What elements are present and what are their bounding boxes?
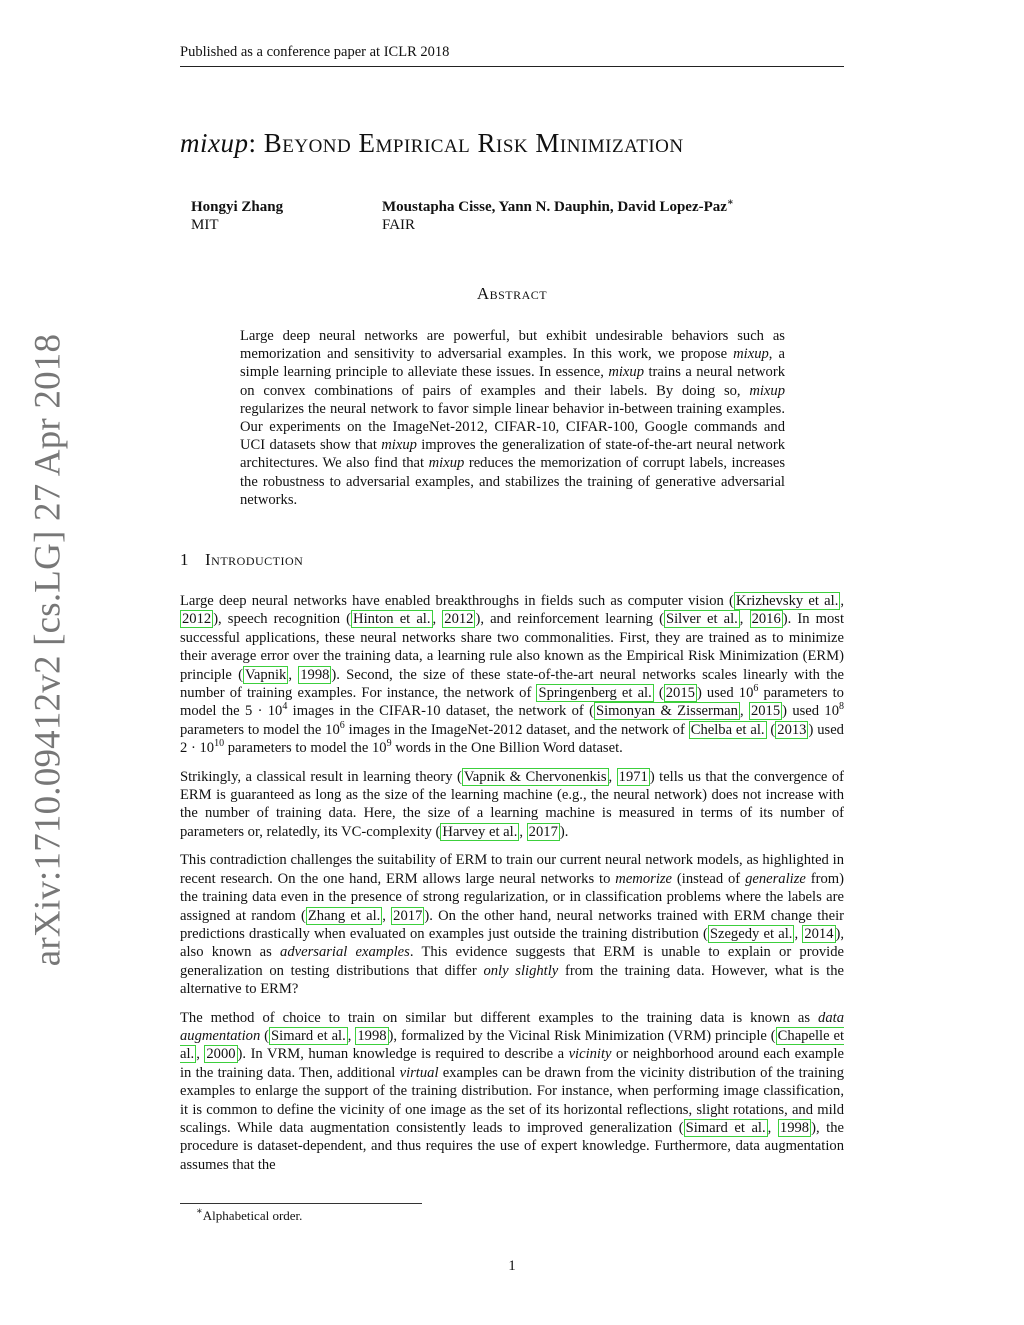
footnote-marker: ∗ bbox=[196, 1206, 203, 1217]
author-block-fair bbox=[382, 198, 734, 234]
title-rest: Beyond Empirical Risk Minimization bbox=[263, 128, 684, 158]
author-names: Hongyi Zhang bbox=[191, 199, 284, 215]
citation-link[interactable]: Simard et al. bbox=[271, 1027, 346, 1044]
title-mixup: mixup bbox=[180, 128, 249, 158]
mixup-term: mixup bbox=[749, 382, 785, 399]
running-head: Published as a conference paper at ICLR 2018 bbox=[180, 44, 844, 67]
citation-link[interactable]: Vapnik & Chervonenkis bbox=[463, 768, 607, 785]
citation-link[interactable]: Simonyan & Zisserman bbox=[595, 703, 738, 720]
citation-year-link[interactable]: 1998 bbox=[300, 666, 330, 683]
footnote bbox=[196, 1208, 302, 1224]
section-title: Introduction bbox=[205, 550, 304, 569]
author-affiliation: MIT bbox=[191, 217, 219, 233]
citation-link[interactable]: Silver et al. bbox=[666, 611, 738, 628]
section-number: 1 bbox=[180, 550, 189, 569]
citation-year-link[interactable]: 2012 bbox=[444, 611, 474, 628]
arxiv-sidebar-stamp bbox=[27, 333, 69, 967]
citation-year-link[interactable]: 2017 bbox=[528, 823, 558, 840]
citation-link[interactable]: Chapelle et al. bbox=[180, 1027, 844, 1063]
intro-paragraph-2: Strikingly, a classical result in learning theory ( Vapnik & Chervonenkis , 1971 ) tells us that the convergence of ERM is guaranteed as long as the size of the learning machine (e.g., the neural network) does not increase with the number of training data. Here, the size of a learning machine is measured in terms of its number of parameters or, relatedly, its VC-complexity ( Harvey et al. , 2017 ). bbox=[180, 768, 845, 840]
intro-paragraph-4: The method of choice to train on similar but different examples to the training data is known as data augmentation ( Simard et al. , 1998 ), formalized by the Vicinal Risk Minimization (VRM) principle ( Chapelle et al. , 2000 ). In VRM, human knowledge is required to describe a vicinity or neighborhood around each example in the training data. Then, additional virtual examples can be drawn from the vicinity distribution of the training examples to enlarge the support of the training distribution. For instance, when performing image classification, it is common to define the vicinity of one image as the set of its horizontal reflections, slight rotations, and mild scalings. While data augmentation consistently leads to improved generalization ( Simard et al. , 1998 ), the procedure is dataset-dependent, and thus requires the use of expert knowledge. Furthermore, data augmentation assumes that the bbox=[180, 1009, 845, 1173]
mixup-term: mixup bbox=[381, 437, 417, 454]
footnote-text: Alphabetical order. bbox=[202, 1208, 303, 1223]
title-separator: : bbox=[248, 128, 257, 158]
citation-link[interactable]: Springenberg et al. bbox=[538, 685, 652, 702]
citation-link[interactable]: Harvey et al. bbox=[442, 823, 518, 840]
citation-year-link[interactable]: 2016 bbox=[751, 611, 781, 628]
citation-link[interactable]: Simard et al. bbox=[685, 1119, 766, 1136]
abstract-heading: Abstract bbox=[476, 284, 548, 303]
citation-year-link[interactable]: 1998 bbox=[357, 1027, 387, 1044]
citation-link[interactable]: Chelba et al. bbox=[690, 721, 765, 738]
citation-year-link[interactable]: 1998 bbox=[779, 1119, 810, 1136]
intro-body bbox=[180, 592, 844, 1184]
citation-year-link[interactable]: 2000 bbox=[206, 1046, 236, 1063]
citation-year-link[interactable]: 2015 bbox=[750, 703, 781, 720]
intro-paragraph-1: Large deep neural networks have enabled breakthroughs in fields such as computer vision ( Krizhevsky et al. , 2012 ), speech recognition ( Hinton et al. , 2012 ), and reinforcement learning ( Silver et al. , 2016 ). In most successful applications, these neural networks share two commonalities. First, they are trained as to minimize their average error over the training data, a learning rule also known as the Empirical Risk Minimization (ERM) principle ( Vapnik , 1998 ). Second, the size of these state-of-the-art neural networks scales linearly with the number of training examples. For instance, the network of Springenberg et al. ( 2015 ) used $10^6$ parameters to model the $5 \cdot 10^4$ images in the CIFAR-10 dataset, the network of ( Simonyan & Zisserman , 2015 ) used $10^8$ parameters to model the $10^6$ images in the ImageNet-2012 dataset, and the network of Chelba et al. ( 2013 ) used $2 \cdot 10^{10}$ parameters to model the $10^9$ words in the One Billion Word dataset. bbox=[180, 593, 845, 757]
footnote-rule bbox=[180, 1203, 422, 1204]
citation-year-link[interactable]: 2013 bbox=[777, 721, 807, 738]
mixup-term: mixup bbox=[608, 364, 644, 381]
citation-link[interactable]: Zhang et al. bbox=[307, 907, 381, 924]
citation-link[interactable]: Krizhevsky et al. bbox=[735, 593, 839, 609]
author-block-mit bbox=[191, 198, 283, 234]
abstract-body: Large deep neural networks are powerful, but exhibit undesirable behaviors such as memorization and sensitivity to adversarial examples. In this work, we propose mixup, a simple learning principle to alleviate these issues. In essence, mixup trains a neural network on convex combinations of pairs of examples and their labels. By doing so, mixup regularizes the neural network to favor simple linear behavior in-between training examples. Our experiments on the ImageNet-2012, CIFAR-10, CIFAR-100, Google commands and UCI datasets show that mixup improves the generalization of state-of-the-art neural network architectures. We also find that mixup reduces the memorization of corrupt labels, increases the robustness to adversarial examples, and stabilizes the training of generative adversarial networks. bbox=[240, 328, 785, 508]
author-names bbox=[382, 198, 734, 216]
citation-year-link[interactable]: 2015 bbox=[665, 685, 695, 702]
citation-link[interactable]: Hinton et al. bbox=[353, 611, 431, 628]
page-number: 1 bbox=[508, 1258, 516, 1274]
citation-year-link[interactable]: 2012 bbox=[182, 611, 212, 628]
mixup-term: mixup bbox=[428, 455, 465, 472]
mixup-term: mixup bbox=[733, 346, 769, 363]
intro-paragraph-3: This contradiction challenges the suitability of ERM to train our current neural network models, as highlighted in recent research. On the one hand, ERM allows large neural networks to memorize (instead of generalize from) the training data even in the presence of strong regularization, or in classification problems where the labels are assigned at random ( Zhang et al. , 2017 ). On the other hand, neural networks trained with ERM change their predictions drastically when evaluated on examples just outside the training distribution ( Szegedy et al. , 2014 ), also known as adversarial examples. This evidence suggests that ERM is unable to explain or provide generalization on testing distributions that differ only slightly from the training data. However, what is the alternative to ERM? bbox=[180, 852, 845, 998]
author-names-text: Moustapha Cisse, Yann N. Dauphin, David Lopez-Paz bbox=[382, 199, 727, 215]
intro-heading bbox=[180, 550, 303, 570]
paper-title bbox=[180, 128, 844, 159]
citation-year-link[interactable]: 2017 bbox=[393, 907, 423, 924]
citation-link[interactable]: Vapnik bbox=[244, 666, 287, 683]
citation-year-link[interactable]: 1971 bbox=[618, 768, 648, 785]
author-affiliation: FAIR bbox=[382, 217, 416, 233]
arxiv-identifier[interactable]: arXiv:1710.09412v2 [cs.LG] 27 Apr 2018 bbox=[27, 333, 69, 967]
citation-year-link[interactable]: 2014 bbox=[804, 925, 834, 942]
citation-link[interactable]: Szegedy et al. bbox=[709, 925, 793, 942]
author-footnote-marker[interactable]: ∗ bbox=[726, 197, 734, 208]
